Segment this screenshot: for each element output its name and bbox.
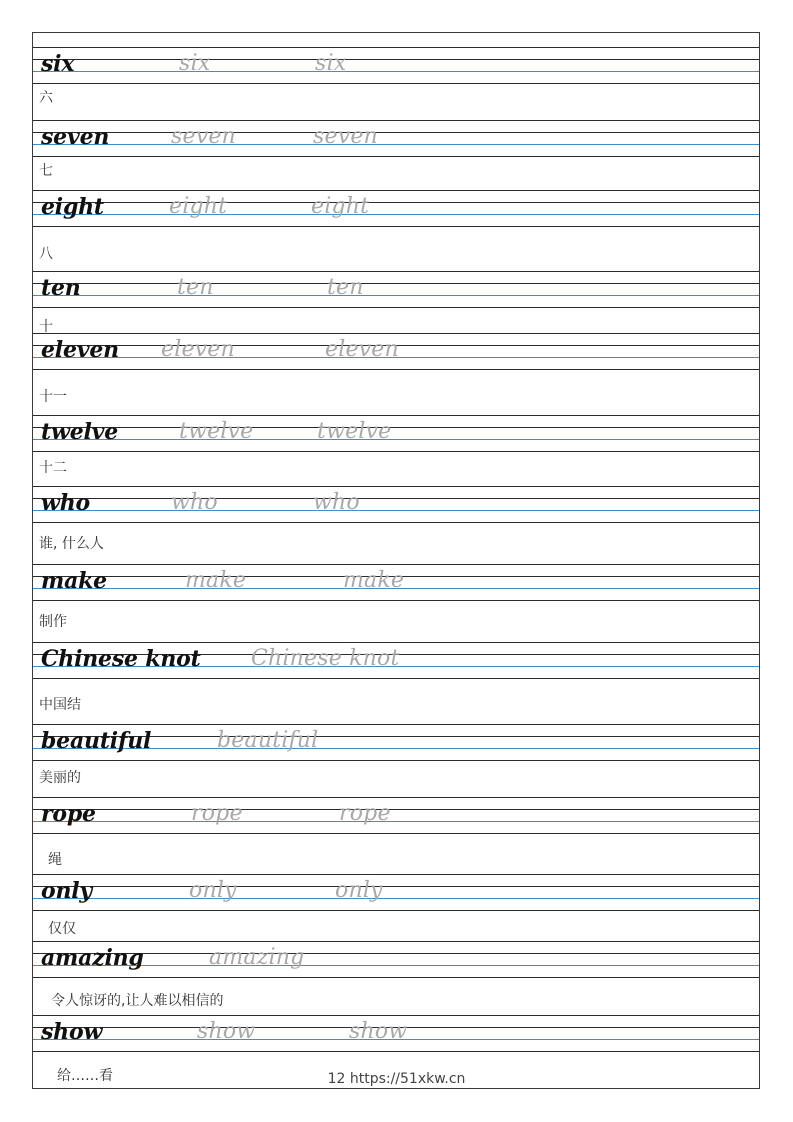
rule-upper <box>33 202 759 203</box>
model-word: show <box>41 1019 103 1045</box>
rule-upper <box>33 427 759 428</box>
rule-top <box>33 486 759 487</box>
model-word: amazing <box>41 945 144 971</box>
trace-word: show <box>349 1019 408 1044</box>
rule-top <box>33 797 759 798</box>
trace-word: Chinese knot <box>251 646 400 671</box>
meaning-text: 十二 <box>39 460 67 476</box>
meaning-text: 六 <box>39 90 53 106</box>
rule-bottom <box>33 977 759 978</box>
trace-word: twelve <box>317 419 392 444</box>
meaning-text: 谁, 什么人 <box>39 536 104 552</box>
rule-bottom <box>33 226 759 227</box>
rule-bottom <box>33 451 759 452</box>
rule-bottom <box>33 760 759 761</box>
trace-word: eight <box>169 194 228 219</box>
rule-bottom <box>33 1051 759 1052</box>
model-word: Chinese knot <box>41 646 201 672</box>
meaning-text: 绳 <box>48 852 62 868</box>
meaning-text: 十一 <box>39 389 67 405</box>
model-word: only <box>41 878 93 904</box>
rule-baseline <box>33 821 759 822</box>
meaning-text: 八 <box>39 246 53 262</box>
rule-bottom <box>33 307 759 308</box>
rule-top <box>33 642 759 643</box>
page-number: 12 <box>327 1071 346 1087</box>
model-word: ten <box>41 275 81 301</box>
rule-top <box>33 724 759 725</box>
trace-word: rope <box>339 801 391 826</box>
worksheet-frame <box>32 32 760 1089</box>
model-word: eight <box>41 194 104 220</box>
rule-top <box>33 874 759 875</box>
trace-word: twelve <box>179 419 254 444</box>
rule-bottom <box>33 910 759 911</box>
rule-upper <box>33 886 759 887</box>
trace-word: make <box>185 568 247 593</box>
rule-upper <box>33 498 759 499</box>
rule-top <box>33 1015 759 1016</box>
trace-word: eleven <box>325 337 399 362</box>
model-word: make <box>41 568 107 594</box>
rule-bottom <box>33 678 759 679</box>
rule-upper <box>33 132 759 133</box>
trace-word: ten <box>177 275 214 300</box>
trace-word: rope <box>191 801 243 826</box>
rule-top <box>33 941 759 942</box>
model-word: six <box>41 51 75 77</box>
rule-baseline <box>33 295 759 296</box>
trace-word: six <box>179 51 211 76</box>
rule-top <box>33 190 759 191</box>
trace-word: make <box>343 568 405 593</box>
meaning-text: 令人惊讶的,让人难以相信的 <box>51 993 224 1009</box>
meaning-text: 七 <box>39 163 53 179</box>
model-word: who <box>41 490 91 516</box>
trace-word: seven <box>313 124 378 149</box>
rule-baseline <box>33 214 759 215</box>
rule-upper <box>33 809 759 810</box>
rule-bottom <box>33 522 759 523</box>
trace-word: six <box>315 51 347 76</box>
meaning-text: 中国结 <box>39 697 81 713</box>
rule-bottom <box>33 600 759 601</box>
rule-baseline <box>33 439 759 440</box>
rule-top <box>33 415 759 416</box>
model-word: rope <box>41 801 96 827</box>
meaning-text: 给……看 <box>57 1068 113 1084</box>
rule-top <box>33 120 759 121</box>
trace-word: only <box>189 878 237 903</box>
source-url: https://51xkw.cn <box>349 1071 466 1087</box>
meaning-text: 制作 <box>39 614 67 630</box>
rule-baseline <box>33 510 759 511</box>
model-word: seven <box>41 124 110 150</box>
rule-top <box>33 47 759 48</box>
trace-word: show <box>197 1019 256 1044</box>
rule-baseline <box>33 71 759 72</box>
trace-word: eleven <box>161 337 235 362</box>
trace-word: amazing <box>209 945 305 970</box>
meaning-text: 十 <box>39 319 53 335</box>
trace-word: only <box>335 878 383 903</box>
meaning-text: 仅仅 <box>48 921 76 937</box>
rule-bottom <box>33 83 759 84</box>
trace-word: beautiful <box>217 728 319 753</box>
page-footer <box>0 1071 793 1087</box>
rule-bottom <box>33 369 759 370</box>
rule-top <box>33 271 759 272</box>
trace-word: eight <box>311 194 370 219</box>
rule-bottom <box>33 156 759 157</box>
trace-word: ten <box>327 275 364 300</box>
trace-word: seven <box>171 124 236 149</box>
rule-top <box>33 333 759 334</box>
rule-baseline <box>33 144 759 145</box>
rule-upper <box>33 283 759 284</box>
trace-word: who <box>313 490 360 515</box>
model-word: beautiful <box>41 728 152 754</box>
trace-word: who <box>171 490 218 515</box>
model-word: twelve <box>41 419 119 445</box>
model-word: eleven <box>41 337 119 363</box>
meaning-text: 美丽的 <box>39 770 81 786</box>
rule-top <box>33 564 759 565</box>
rule-bottom <box>33 833 759 834</box>
rule-upper <box>33 59 759 60</box>
rule-baseline <box>33 898 759 899</box>
